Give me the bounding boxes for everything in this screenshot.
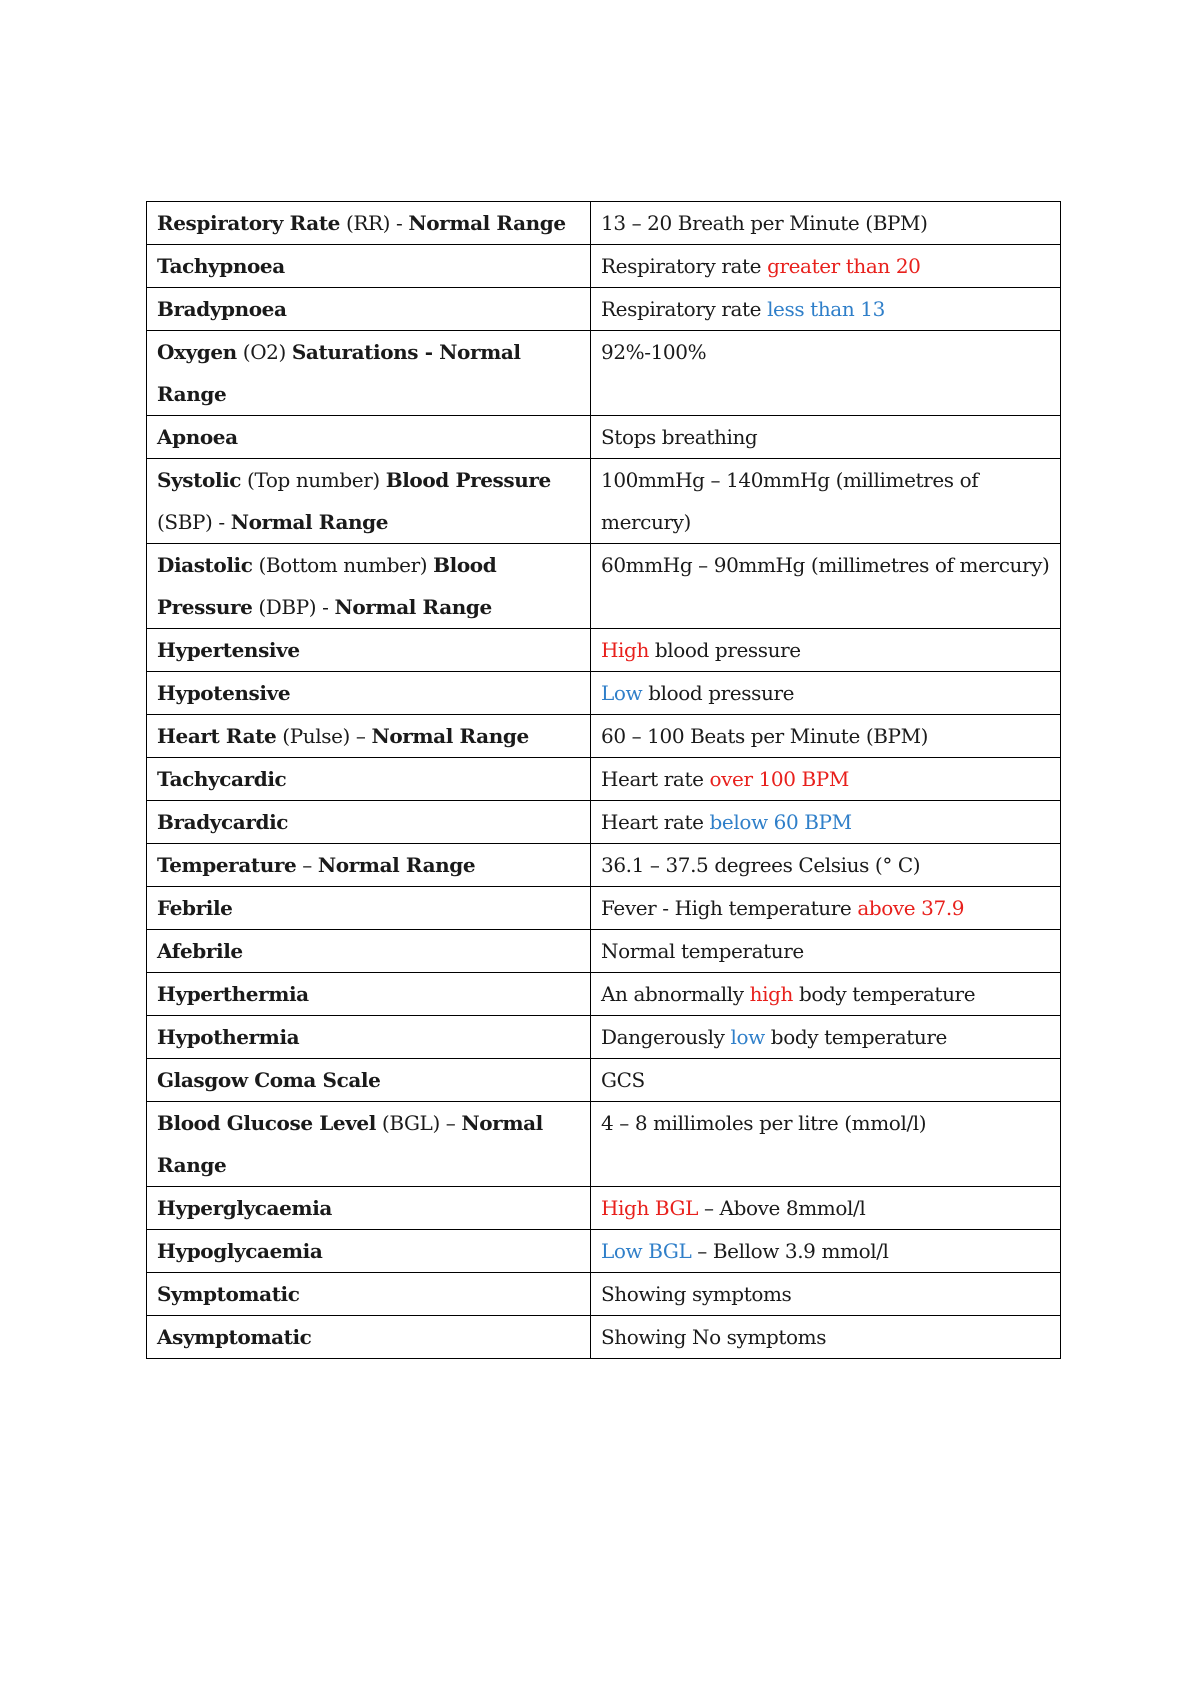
- term-text: Asymptomatic: [157, 1325, 312, 1349]
- definition-cell: [591, 887, 1061, 930]
- definition-cell: [591, 1273, 1061, 1316]
- definition-text: An abnormally: [601, 982, 750, 1006]
- definition-text: Normal temperature: [601, 939, 804, 963]
- definition-text: body temperature: [793, 982, 976, 1006]
- definition-text: body temperature: [764, 1025, 947, 1049]
- term-text: Symptomatic: [157, 1282, 300, 1306]
- table-row: [147, 887, 1061, 930]
- definition-cell: [591, 1016, 1061, 1059]
- term-cell: [147, 844, 591, 887]
- table-row: [147, 844, 1061, 887]
- term-cell: [147, 1016, 591, 1059]
- term-cell: [147, 887, 591, 930]
- term-text: Hyperthermia: [157, 982, 309, 1006]
- definition-text: blood pressure: [642, 681, 795, 705]
- term-text: Saturations - Normal Range: [157, 340, 521, 406]
- definition-text: below 60 BPM: [709, 810, 852, 834]
- table-row: [147, 1016, 1061, 1059]
- definition-text: – Above 8mmol/l: [698, 1196, 866, 1220]
- term-text: Hypothermia: [157, 1025, 300, 1049]
- definition-text: Heart rate: [601, 810, 710, 834]
- term-text: Heart Rate: [157, 724, 277, 748]
- definition-cell: [591, 331, 1061, 416]
- definition-cell: [591, 930, 1061, 973]
- term-text: Blood Pressure: [157, 553, 497, 619]
- term-text: Glasgow Coma Scale: [157, 1068, 381, 1092]
- definition-text: low: [730, 1025, 765, 1049]
- table-row: [147, 245, 1061, 288]
- term-cell: [147, 758, 591, 801]
- definition-text: 4 – 8 millimoles per litre (mmol/l): [601, 1111, 927, 1135]
- term-cell: [147, 544, 591, 629]
- term-text: (Pulse) –: [276, 724, 372, 748]
- definition-text: less than 13: [767, 297, 885, 321]
- term-text: Normal Range: [371, 724, 529, 748]
- definition-cell: [591, 544, 1061, 629]
- definition-text: 100mmHg – 140mmHg (millimetres of mercury): [601, 468, 979, 534]
- definition-text: GCS: [601, 1068, 645, 1092]
- term-text: Blood Pressure: [385, 468, 551, 492]
- definition-text: greater than 20: [767, 254, 921, 278]
- term-text: Bradycardic: [157, 810, 289, 834]
- term-text: Hypotensive: [157, 681, 291, 705]
- term-text: Afebrile: [157, 939, 243, 963]
- definition-cell: [591, 245, 1061, 288]
- table-row: [147, 544, 1061, 629]
- term-cell: [147, 202, 591, 245]
- definition-text: 13 – 20 Breath per Minute (BPM): [601, 211, 928, 235]
- term-cell: [147, 672, 591, 715]
- table-row: [147, 459, 1061, 544]
- table-row: [147, 1059, 1061, 1102]
- table-row: [147, 1316, 1061, 1359]
- table-row: [147, 202, 1061, 245]
- term-text: (Top number): [241, 468, 386, 492]
- term-cell: [147, 1230, 591, 1273]
- definition-cell: [591, 973, 1061, 1016]
- term-text: (DBP) -: [252, 595, 335, 619]
- table-row: [147, 758, 1061, 801]
- definition-text: Showing symptoms: [601, 1282, 792, 1306]
- table-row: [147, 715, 1061, 758]
- term-cell: [147, 715, 591, 758]
- term-cell: [147, 1273, 591, 1316]
- definition-text: above 37.9: [857, 896, 965, 920]
- term-cell: [147, 801, 591, 844]
- term-text: Systolic: [157, 468, 242, 492]
- term-text: Hyperglycaemia: [157, 1196, 332, 1220]
- term-cell: [147, 629, 591, 672]
- term-text: Respiratory Rate: [157, 211, 340, 235]
- definition-text: over 100 BPM: [709, 767, 849, 791]
- term-text: –: [296, 853, 318, 877]
- term-text: Normal Range: [230, 510, 389, 534]
- table-row: [147, 1187, 1061, 1230]
- definition-text: Respiratory rate: [601, 254, 768, 278]
- term-cell: [147, 1102, 591, 1187]
- term-cell: [147, 288, 591, 331]
- vital-signs-table-body: [147, 202, 1061, 1359]
- definition-cell: [591, 459, 1061, 544]
- term-cell: [147, 973, 591, 1016]
- term-text: (SBP) -: [157, 510, 231, 534]
- term-text: Oxygen: [157, 340, 237, 364]
- term-cell: [147, 1316, 591, 1359]
- term-text: (BGL) –: [375, 1111, 462, 1135]
- table-row: [147, 416, 1061, 459]
- term-text: (O2): [236, 340, 292, 364]
- table-row: [147, 801, 1061, 844]
- term-text: Febrile: [157, 896, 233, 920]
- definition-text: Fever - High temperature: [601, 896, 858, 920]
- table-row: [147, 1102, 1061, 1187]
- table-row: [147, 1273, 1061, 1316]
- definition-text: blood pressure: [648, 638, 801, 662]
- definition-cell: [591, 288, 1061, 331]
- definition-cell: [591, 844, 1061, 887]
- definition-cell: [591, 1102, 1061, 1187]
- vital-signs-table: [146, 201, 1061, 1359]
- definition-text: high: [749, 982, 794, 1006]
- definition-text: Low: [601, 681, 643, 705]
- definition-text: Low BGL: [601, 1239, 692, 1263]
- term-text: Bradypnoea: [157, 297, 287, 321]
- term-text: Diastolic: [157, 553, 253, 577]
- definition-cell: [591, 758, 1061, 801]
- definition-text: 60mmHg – 90mmHg (millimetres of mercury): [601, 553, 1050, 577]
- definition-cell: [591, 1230, 1061, 1273]
- term-text: Hypoglycaemia: [157, 1239, 323, 1263]
- term-text: Apnoea: [157, 425, 238, 449]
- definition-text: Stops breathing: [601, 425, 758, 449]
- definition-cell: [591, 801, 1061, 844]
- term-text: Normal Range: [334, 595, 492, 619]
- definition-cell: [591, 202, 1061, 245]
- definition-text: Dangerously: [601, 1025, 731, 1049]
- table-row: [147, 629, 1061, 672]
- term-text: Blood Glucose Level: [157, 1111, 376, 1135]
- definition-text: High BGL: [601, 1196, 699, 1220]
- table-row: [147, 973, 1061, 1016]
- term-text: (RR) -: [340, 211, 409, 235]
- definition-text: 60 – 100 Beats per Minute (BPM): [601, 724, 929, 748]
- definition-text: Respiratory rate: [601, 297, 768, 321]
- term-text: Normal Range: [157, 1111, 543, 1177]
- table-row: [147, 331, 1061, 416]
- definition-cell: [591, 629, 1061, 672]
- table-row: [147, 930, 1061, 973]
- definition-cell: [591, 1187, 1061, 1230]
- term-text: Temperature: [157, 853, 297, 877]
- term-text: Hypertensive: [157, 638, 300, 662]
- definition-cell: [591, 1316, 1061, 1359]
- term-cell: [147, 245, 591, 288]
- term-text: Normal Range: [317, 853, 476, 877]
- definition-cell: [591, 416, 1061, 459]
- definition-text: 36.1 – 37.5 degrees Celsius (° C): [601, 853, 921, 877]
- definition-text: – Bellow 3.9 mmol/l: [691, 1239, 889, 1263]
- definition-cell: [591, 672, 1061, 715]
- table-row: [147, 672, 1061, 715]
- definition-text: Heart rate: [601, 767, 710, 791]
- term-cell: [147, 930, 591, 973]
- term-text: Tachycardic: [157, 767, 287, 791]
- definition-text: 92%-100%: [601, 340, 707, 364]
- term-text: Normal Range: [408, 211, 566, 235]
- definition-cell: [591, 715, 1061, 758]
- term-cell: [147, 459, 591, 544]
- term-cell: [147, 1187, 591, 1230]
- term-text: (Bottom number): [252, 553, 434, 577]
- definition-text: High: [601, 638, 649, 662]
- term-text: Tachypnoea: [157, 254, 285, 278]
- term-cell: [147, 1059, 591, 1102]
- table-row: [147, 1230, 1061, 1273]
- term-cell: [147, 331, 591, 416]
- definition-text: Showing No symptoms: [601, 1325, 827, 1349]
- term-cell: [147, 416, 591, 459]
- table-row: [147, 288, 1061, 331]
- definition-cell: [591, 1059, 1061, 1102]
